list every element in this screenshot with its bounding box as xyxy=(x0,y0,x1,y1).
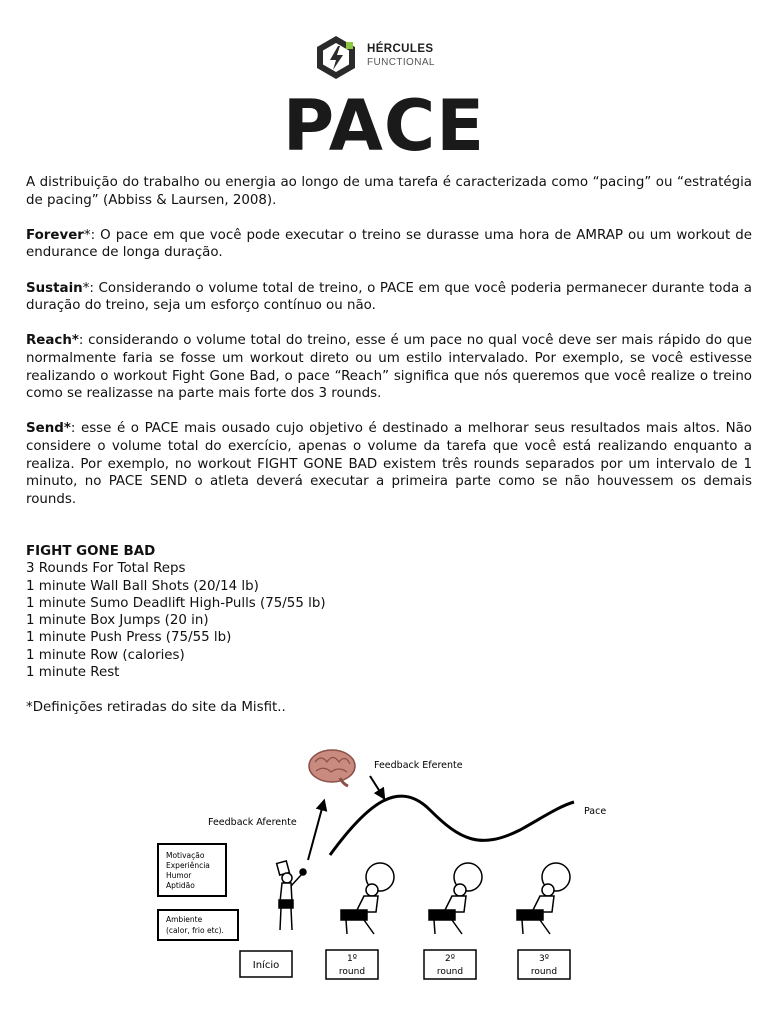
stage-round-3-number: 3º xyxy=(539,954,549,964)
pace-curve xyxy=(330,796,574,855)
workout-title: FIGHT GONE BAD xyxy=(26,544,156,560)
document-body xyxy=(26,174,752,716)
round-3-athlete-figure xyxy=(517,863,570,934)
workout-line: 1 minute Row (calories) xyxy=(26,647,185,663)
workout-block xyxy=(26,543,752,681)
reach-paragraph xyxy=(26,332,752,402)
stage-round-1-number: 1º xyxy=(347,954,357,964)
stage-round-2-label: round xyxy=(436,967,464,977)
sustain-term: Sustain xyxy=(26,280,83,296)
page-title: PACE xyxy=(282,85,486,167)
workout-line: 3 Rounds For Total Reps xyxy=(26,561,186,577)
forever-paragraph xyxy=(26,227,752,262)
standing-athlete-figure xyxy=(277,861,306,930)
forever-text: *: O pace em que você pode executar o treino se durasse uma hora de AMRAP ou um workout de endurance de longa duração. xyxy=(26,227,752,261)
round-1-athlete-figure xyxy=(341,863,394,934)
reach-term: Reach* xyxy=(26,333,79,349)
reach-text: : considerando o volume total do treino, esse é um pace no qual você deve ser mais rápido do que normalmente faria se fosse um workout direto ou um estilo intervalado. Por exemplo, se você estivesse realizando o workout Fight Gone Bad, o pace “Reach” significa que nós queremos que você realize o treino como se realizasse na parte mais forte dos 3 rounds. xyxy=(26,333,752,402)
round-2-athlete-figure xyxy=(429,863,482,934)
stage-inicio-label: Início xyxy=(252,960,280,971)
hercules-logo-icon xyxy=(313,34,359,80)
stage-round-2-number: 2º xyxy=(445,954,455,964)
brand-logo xyxy=(313,26,446,88)
factor-humor: Humor xyxy=(166,871,192,880)
stage-round-1-label: round xyxy=(338,967,366,977)
brain-icon xyxy=(309,750,355,786)
efferent-arrow xyxy=(370,776,384,798)
intro-paragraph: A distribuição do trabalho ou energia ao longo de uma tarefa é caracterizada como “pacing” ou “estratégia de pacing” (Abbiss & Laursen, 2008). xyxy=(26,175,752,208)
ambiente-detail: (calor, frio etc). xyxy=(166,926,224,935)
factor-experiencia: Experiência xyxy=(166,861,210,870)
factor-motivacao: Motivação xyxy=(166,851,205,860)
logo-name: HÉRCULES xyxy=(367,43,434,55)
forever-term: Forever xyxy=(26,227,84,243)
workout-line: 1 minute Rest xyxy=(26,664,120,680)
pace-label: Pace xyxy=(584,806,607,817)
pacing-diagram xyxy=(150,740,620,985)
feedback-eferente-label: Feedback Eferente xyxy=(374,760,463,771)
sustain-paragraph xyxy=(26,280,752,315)
send-paragraph xyxy=(26,420,752,508)
send-text: : esse é o PACE mais ousado cujo objetivo é destinado a melhorar seus resultados mais altos. Não considere o volume total do exercício, apenas o volume da tarefa que você está realizando enquanto a realiza. Por exemplo, no workout FIGHT GONE BAD existem três rounds separados por um intervalo de 1 minuto, no PACE SEND o atleta deverá executar a primeira parte como se não houvessem os demais rounds. xyxy=(26,421,752,507)
workout-line: 1 minute Sumo Deadlift High-Pulls (75/55 lb) xyxy=(26,595,326,611)
feedback-aferente-label: Feedback Aferente xyxy=(208,817,297,828)
afferent-arrow xyxy=(308,801,324,860)
factor-aptidao: Aptidão xyxy=(166,881,195,890)
stage-round-3-label: round xyxy=(530,967,558,977)
workout-line: 1 minute Box Jumps (20 in) xyxy=(26,613,209,629)
ambiente-title: Ambiente xyxy=(166,915,203,924)
logo-subtitle: FUNCTIONAL xyxy=(367,57,435,68)
source-note: *Definições retiradas do site da Misfit.. xyxy=(26,699,286,715)
workout-line: 1 minute Push Press (75/55 lb) xyxy=(26,630,232,646)
workout-line: 1 minute Wall Ball Shots (20/14 lb) xyxy=(26,578,259,594)
sustain-text: *: Considerando o volume total de treino, o PACE em que você poderia permanecer durante toda a duração do treino, seja um esforço contínuo ou não. xyxy=(26,280,752,314)
send-term: Send* xyxy=(26,421,71,437)
